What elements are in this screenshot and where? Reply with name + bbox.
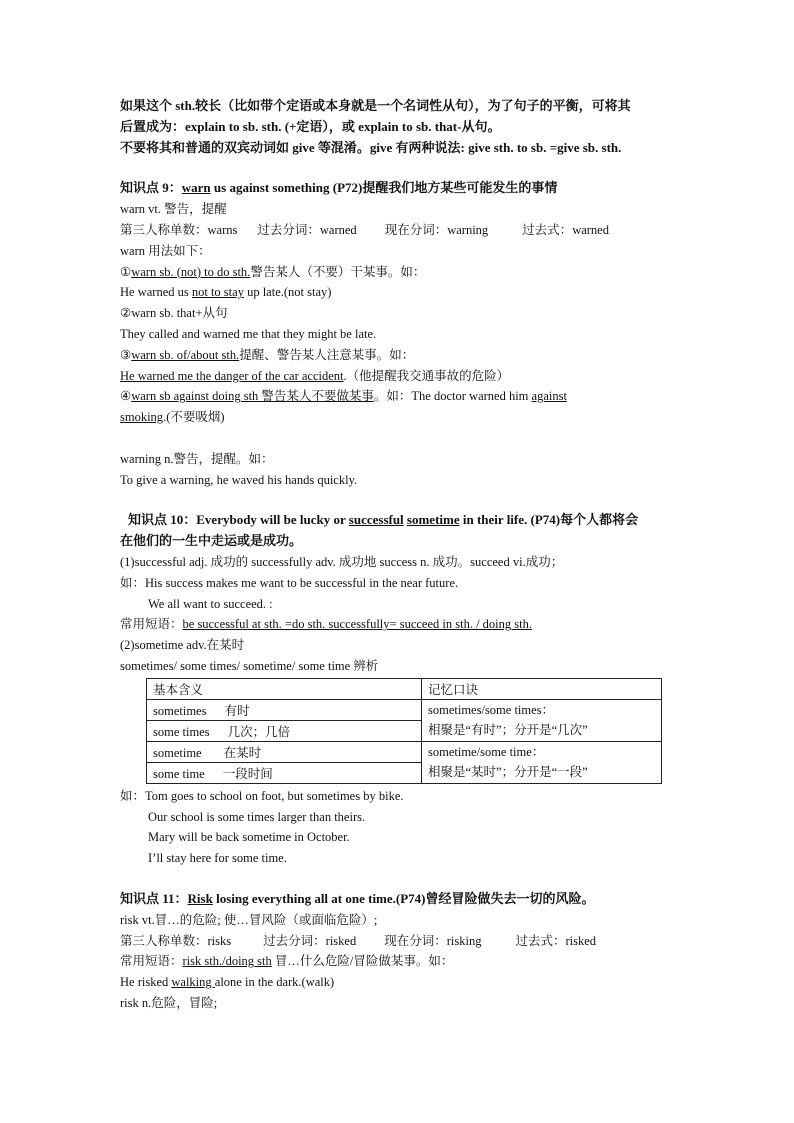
intro-line-3: 不要将其和普通的双宾动词如 give 等混淆。give 有两种说法: give sth. to sb. =give sb. sth.	[120, 139, 622, 155]
k10-compare-title: sometimes/ some times/ sometime/ some time 辨析	[120, 658, 379, 673]
document-page	[120, 96, 680, 1014]
table-row: some time 一段时间	[147, 762, 662, 783]
k11-definition: risk vt.冒…的危险; 使…冒风险（或面临危险）;	[120, 912, 378, 927]
k10-heading: 知识点 10：Everybody will be lucky or successful sometime in their life. (P74)每个人都将会	[128, 512, 639, 528]
k9-keyword: warn	[181, 180, 211, 196]
k10-phrase: 常用短语：be successful at sth. =do sth. successfully= succeed in sth. / doing sth.	[120, 617, 532, 632]
table-tip-2: sometime/some time： 相聚是“某时”；分开是“一段”	[422, 741, 662, 783]
k11-forms: 第三人称单数：risks 过去分词：risked 现在分词：risking 过去式：risked	[120, 933, 597, 948]
k9-usage-3-example: He warned me the danger of the car accident.（他提醒我交通事故的危险）	[120, 368, 510, 383]
k9-usage-2: ②warn sb. that+从句	[120, 306, 228, 321]
k9-heading: 知识点 9：warn us against something (P72)提醒我们地方某些可能发生的事情	[120, 180, 558, 196]
k9-usage-2-example: They called and warned me that they might be late.	[120, 326, 377, 341]
k10-example-5: Mary will be back sometime in October.	[148, 830, 350, 845]
k9-usage-1-example: He warned us not to stay up late.(not stay)	[120, 285, 332, 300]
k9-usage-title: warn 用法如下：	[120, 243, 211, 258]
k9-usage-4: ④warn sb against doing sth 警告某人不要做某事。如：The doctor warned him against	[120, 389, 567, 404]
k10-example-6: I’ll stay here for some time.	[148, 851, 287, 866]
k9-usage-1: ①warn sb. (not) to do sth.警告某人（不要）干某事。如：	[120, 264, 426, 279]
k9-noun-example: To give a warning, he waved his hands quickly.	[120, 472, 358, 487]
comparison-table	[146, 678, 662, 784]
k10-heading-cont: 在他们的一生中走运或是成功。	[120, 533, 303, 549]
k9-definition: warn vt. 警告，提醒	[120, 202, 227, 217]
k9-usage-3: ③warn sb. of/about sth.提醒、警告某人注意某事。如：	[120, 347, 415, 362]
k10-example-1: 如：His success makes me want to be successful in the near future.	[120, 575, 459, 590]
table-header-row	[147, 678, 662, 699]
intro-line-2: 后置成为：explain to sb. sth. (+定语），或 explain to sb. that-从句。	[120, 118, 501, 134]
k11-noun: risk n.危险，冒险;	[120, 995, 218, 1010]
table-row: some times 几次；几倍	[147, 720, 662, 741]
table-row: sometimes 有时 sometimes/some times： 相聚是“有时”；分开是“几次”	[147, 699, 662, 720]
table-header-tip: 记忆口诀	[422, 678, 662, 699]
k9-usage-4-example-cont: smoking.(不要吸烟)	[120, 410, 225, 425]
k11-phrase: 常用短语：risk sth./doing sth 冒…什么危险/冒险做某事。如：	[120, 954, 454, 969]
k11-example: He risked walking alone in the dark.(walk)	[120, 975, 335, 990]
k10-forms: (1)successful adj. 成功的 successfully adv. 成功地 success n. 成功。succeed vi.成功；	[120, 554, 564, 569]
k11-heading: 知识点 11：Risk losing everything all at one time.(P74)曾经冒险做失去一切的风险。	[120, 890, 595, 906]
k9-forms: 第三人称单数：warns 过去分词：warned 现在分词：warning 过去式：warned	[120, 222, 609, 237]
k9-noun: warning n.警告，提醒。如：	[120, 451, 274, 466]
table-header-meaning: 基本含义	[147, 678, 422, 699]
table-tip-1: sometimes/some times： 相聚是“有时”；分开是“几次”	[422, 699, 662, 741]
k11-keyword: Risk	[187, 890, 213, 906]
k10-example-3: 如：Tom goes to school on foot, but sometimes by bike.	[120, 788, 404, 803]
intro-line-1: 如果这个 sth.较长（比如带个定语或本身就是一个名词性从句），为了句子的平衡，可将其	[120, 98, 631, 113]
k10-example-2: We all want to succeed. :	[148, 596, 273, 611]
table-row: sometime 在某时 sometime/some time： 相聚是“某时”；分开是“一段”	[147, 741, 662, 762]
k10-sometime: (2)sometime adv.在某时	[120, 638, 245, 653]
k10-example-4: Our school is some times larger than theirs.	[148, 809, 366, 824]
